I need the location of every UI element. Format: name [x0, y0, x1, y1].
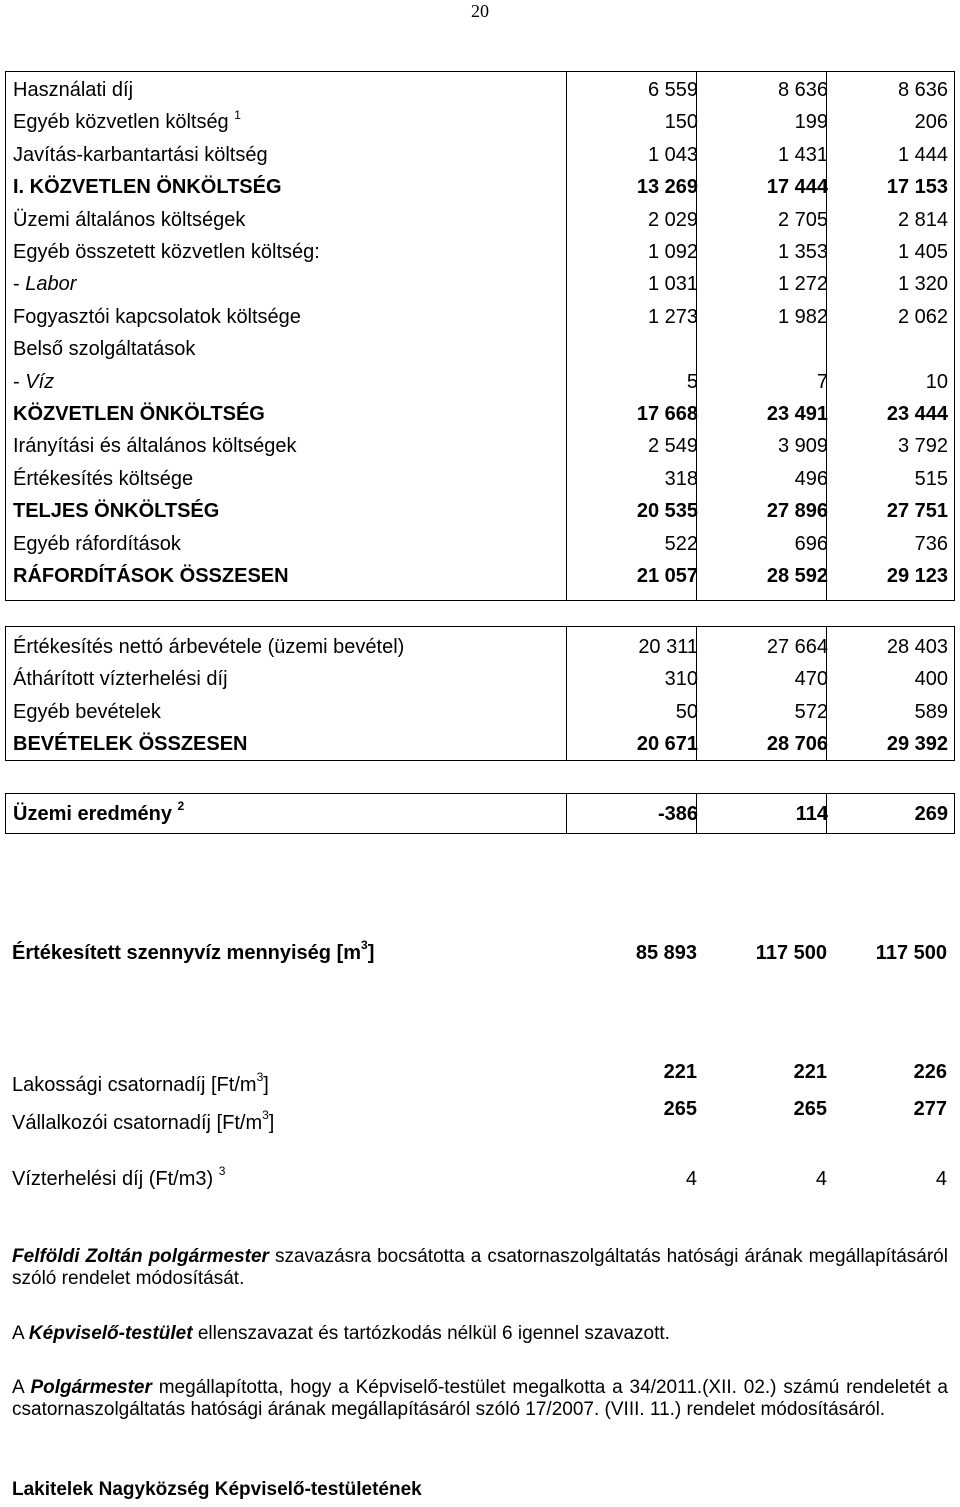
cell-value: 1 043 — [647, 143, 698, 166]
row-label: BEVÉTELEK ÖSSZESEN — [13, 733, 248, 756]
cell-value: 470 — [794, 668, 828, 691]
cell-value: 29 392 — [886, 733, 948, 756]
cell-value: 206 — [914, 111, 948, 134]
cost-table — [5, 71, 955, 601]
business-fee-label: Vállalkozói csatornadíj $[Ft/m^3]$ — [12, 1108, 275, 1134]
business-fee-value: 265 — [793, 1098, 827, 1120]
cell-value: 572 — [794, 700, 828, 723]
cell-value: 310 — [664, 668, 698, 691]
cell-value: 1 405 — [897, 241, 948, 263]
residential-fee-value: 221 — [793, 1061, 827, 1083]
cell-value: 515 — [914, 467, 948, 490]
cell-value: 1 353 — [777, 241, 828, 263]
cell-value: 1 272 — [777, 273, 828, 296]
row-label: Áthárított vízterhelési díj — [13, 668, 228, 691]
cell-value: 23 444 — [886, 403, 948, 425]
cell-value: 589 — [914, 700, 948, 723]
table-row — [6, 171, 954, 203]
cell-value: 3 792 — [897, 435, 948, 458]
cell-value: 1 982 — [777, 305, 828, 328]
table-row — [6, 106, 954, 138]
residential-fee-label: Lakossági csatornadíj $[Ft/m^3]$ — [12, 1070, 269, 1096]
table-row — [6, 301, 954, 333]
cell-value: 1 031 — [647, 273, 698, 296]
cell-value: 7 — [816, 370, 828, 393]
cell-value: 8 636 — [777, 79, 828, 101]
business-fee-value: 265 — [663, 1098, 697, 1120]
cell-value: 8 636 — [897, 79, 948, 101]
table-row — [6, 463, 954, 495]
cell-value: 28 592 — [766, 565, 828, 587]
cell-value: 1 092 — [647, 241, 698, 263]
revenue-table — [5, 626, 955, 761]
cell-value: 2 705 — [777, 208, 828, 231]
row-label: Egyéb összetett közvetlen költség: — [13, 241, 320, 263]
row-label: Fogyasztói kapcsolatok költsége — [13, 305, 301, 328]
row-label: Irányítási és általános költségek — [13, 435, 297, 458]
row-label: Egyéb bevételek — [13, 700, 161, 723]
cell-value: 29 123 — [886, 565, 948, 587]
cell-value: 17 153 — [886, 176, 948, 199]
council-name: Képviselő-testület — [28, 1323, 193, 1344]
table-row — [6, 398, 954, 430]
cell-value: 10 — [925, 370, 948, 393]
water-load-fee-value: 4 — [935, 1168, 947, 1190]
operating-result-value: -386 — [657, 803, 698, 825]
volume-value: 117 500 — [755, 942, 827, 964]
table-row — [6, 268, 954, 300]
water-load-fee-value: 4 — [685, 1168, 697, 1190]
cell-value: 2 549 — [647, 435, 698, 458]
row-label: Belső szolgáltatások — [13, 338, 196, 361]
cell-value: 400 — [914, 668, 948, 691]
cell-value: 17 668 — [636, 403, 698, 425]
table-row — [6, 631, 954, 663]
cell-value: 21 057 — [636, 565, 698, 587]
cell-value: 20 671 — [636, 733, 698, 756]
cell-value: 1 320 — [897, 273, 948, 296]
residential-fee-value: 221 — [663, 1061, 697, 1083]
cell-value: 6 559 — [647, 79, 698, 101]
table-row — [6, 495, 954, 527]
table-row — [6, 528, 954, 560]
table-row — [6, 333, 954, 365]
table-row — [6, 236, 954, 268]
row-label: Javítás-karbantartási költség — [13, 143, 268, 166]
mayor-name: Felföldi Zoltán polgármester — [12, 1246, 269, 1267]
business-fee-value: 277 — [913, 1098, 947, 1120]
table-row — [6, 663, 954, 695]
cell-value: 20 311 — [638, 636, 698, 658]
cell-value: 27 664 — [766, 636, 828, 658]
volume-row — [5, 937, 953, 969]
volume-value: 117 500 — [875, 942, 947, 964]
cell-value: 27 751 — [886, 500, 948, 523]
table-row — [6, 366, 954, 398]
table-row — [6, 139, 954, 171]
volume-value: 85 893 — [635, 942, 697, 964]
table-row — [6, 430, 954, 462]
row-label: - Labor — [13, 273, 77, 296]
cell-value: 28 403 — [886, 636, 948, 658]
paragraph-mayor-motion: Felföldi Zoltán polgármester szavazásra bocsátotta a csatornaszolgáltatás hatósági árának megállapításáról szóló rendelet módosítását. — [12, 1246, 948, 1289]
water-load-fee-value: 4 — [815, 1168, 827, 1190]
residential-fee-row — [5, 1056, 953, 1088]
table-row — [6, 560, 954, 592]
row-label: Használati díj — [13, 79, 134, 101]
cell-value: 5 — [686, 370, 698, 393]
business-fee-row — [5, 1093, 953, 1125]
operating-result-value: 114 — [795, 803, 828, 825]
cell-value: 2 062 — [897, 305, 948, 328]
cell-value: 1 431 — [777, 143, 828, 166]
table-row — [6, 204, 954, 236]
cell-value: 2 814 — [897, 208, 948, 231]
row-label: Egyéb ráfordítások — [13, 532, 181, 555]
row-label: RÁFORDÍTÁSOK ÖSSZESEN — [13, 565, 289, 587]
paragraph-decree: A Polgármester megállapította, hogy a Képviselő-testület megalkotta a 34/2011.(XII. 02.) számú rendeletét a csatornaszolgáltatás hatósági árának megállapításáról szóló 17/2007. (VIII. 11.) rendelet módosításáról. — [12, 1377, 948, 1420]
cell-value: 199 — [794, 111, 828, 134]
cell-value: 1 273 — [647, 305, 698, 328]
row-label: Egyéb közvetlen költség $^1$ — [13, 107, 241, 134]
cell-value: 736 — [914, 532, 948, 555]
cell-value: 318 — [664, 467, 698, 490]
cell-value: 28 706 — [766, 733, 828, 756]
cell-value: 2 029 — [647, 208, 698, 231]
operating-result-table — [5, 793, 955, 834]
row-label: TELJES ÖNKÖLTSÉG — [13, 500, 220, 523]
operating-result-label: Üzemi eredmény $^2$ — [13, 799, 185, 825]
cell-value: 1 444 — [897, 143, 948, 166]
row-label: Értékesítés nettó árbevétele (üzemi bevétel) — [13, 636, 405, 658]
cell-value: 496 — [794, 467, 828, 490]
page-number: 20 — [471, 1, 489, 21]
water-load-fee-row — [5, 1163, 953, 1195]
volume-label: Értékesített szennyvíz mennyiség $[m^3]$ — [12, 938, 375, 964]
cell-value: 23 491 — [766, 403, 828, 425]
cell-value: 3 909 — [777, 435, 828, 458]
water-load-fee-label: Vízterhelési díj (Ft/m3) $^3$ — [12, 1164, 226, 1190]
cell-value: 50 — [675, 700, 698, 723]
cell-value: 150 — [664, 111, 698, 134]
row-label: KÖZVETLEN ÖNKÖLTSÉG — [13, 403, 265, 425]
cell-value: 17 444 — [766, 176, 828, 199]
cell-value: 27 896 — [766, 500, 828, 523]
row-label: Értékesítés költsége — [13, 467, 194, 490]
row-label: Üzemi általános költségek — [13, 208, 246, 231]
paragraph-vote: A Képviselő-testület ellenszavazat és tartózkodás nélkül 6 igennel szavazott. — [12, 1323, 670, 1344]
cell-value: 20 535 — [636, 500, 698, 523]
row-label: I. KÖZVETLEN ÖNKÖLTSÉG — [13, 176, 282, 199]
cell-value: 13 269 — [636, 176, 698, 199]
mayor-title: Polgármester — [30, 1377, 152, 1398]
operating-result-value: 269 — [914, 803, 948, 825]
cell-value: 522 — [664, 532, 698, 555]
cell-value: 696 — [794, 532, 828, 555]
table-row — [6, 728, 954, 760]
table-row — [6, 74, 954, 106]
residential-fee-value: 226 — [913, 1061, 947, 1083]
table-row — [6, 696, 954, 728]
closing-heading: Lakitelek Nagyközség Képviselő-testületének — [12, 1479, 422, 1500]
row-label: - Víz — [13, 370, 55, 393]
